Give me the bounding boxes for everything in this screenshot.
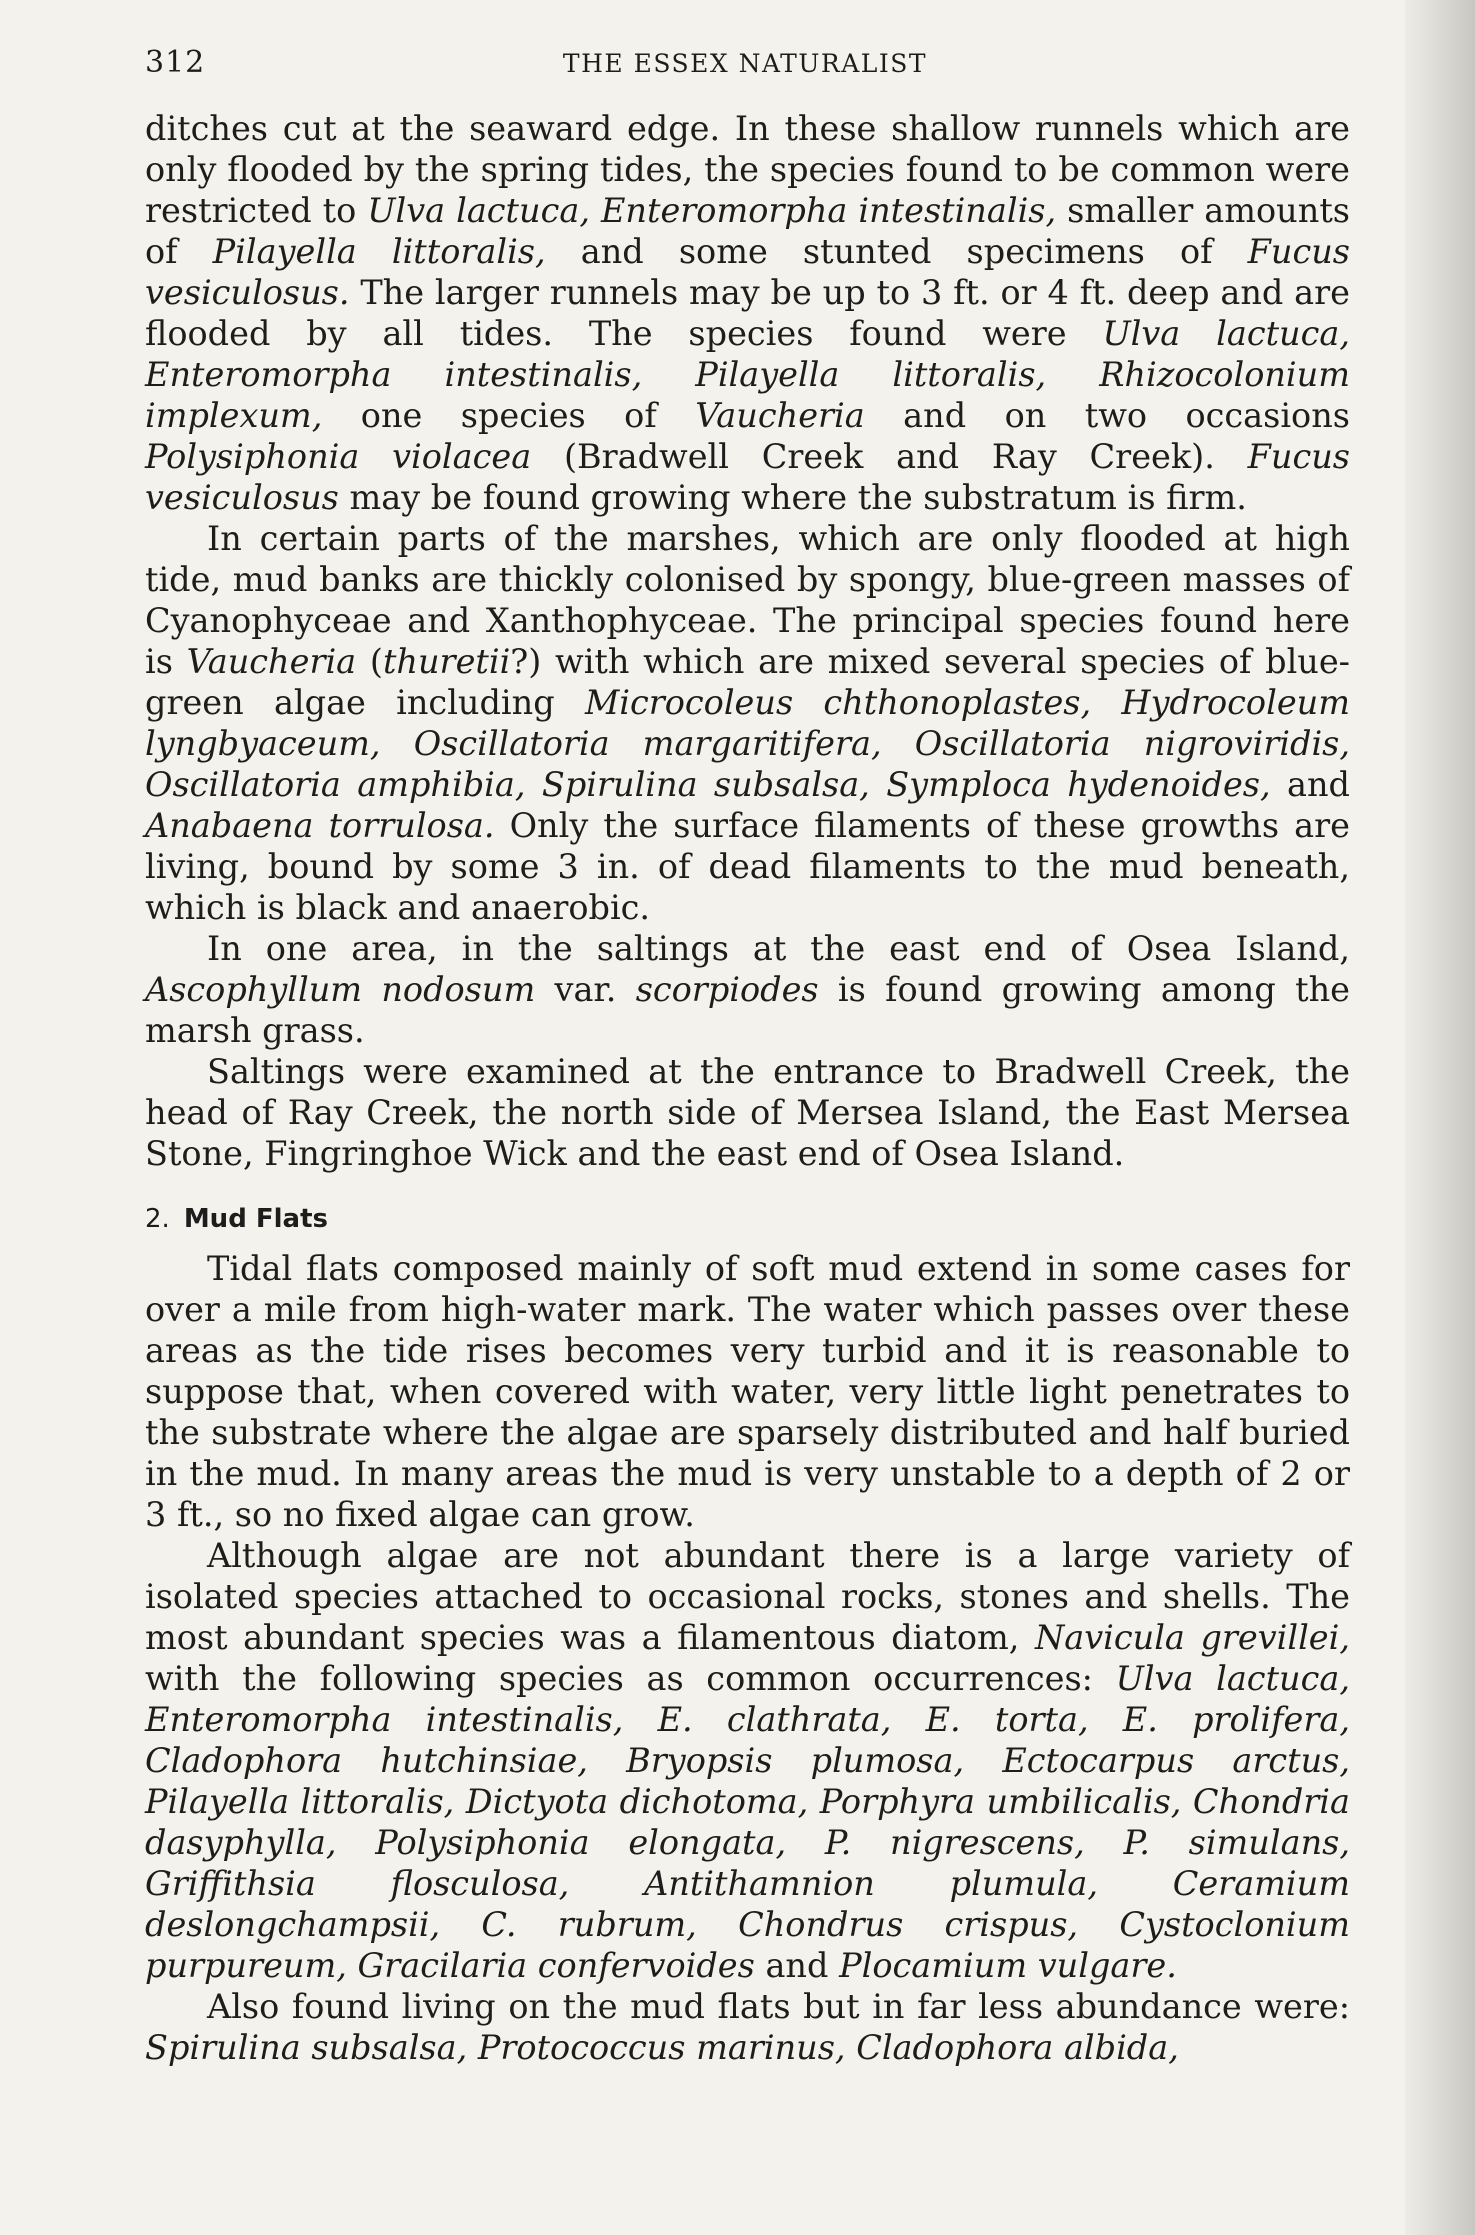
- species-name: Vaucheria: [695, 396, 865, 435]
- species-name: Anabaena torrulosa.: [145, 806, 495, 845]
- text-run: Although algae are not abundant there is a large variety of isolated species attached to occasional rocks, stones and shells. The most abundant species was a filamentous diatom,: [145, 1536, 1350, 1657]
- species-name: Ulva lactuca, Enteromorpha intestinalis, Pilayella littoralis, Rhizocolonium implexum,: [145, 314, 1350, 435]
- page-edge-shadow: [1405, 0, 1475, 2235]
- species-name: Navicula grevillei,: [1034, 1618, 1350, 1657]
- species-name: Polysiphonia violacea: [145, 437, 532, 476]
- body-text: [145, 108, 1350, 2068]
- species-name: Ascophyllum nodosum: [145, 970, 536, 1009]
- text-run: and: [1270, 765, 1350, 804]
- text-run: The larger runnels may be up to 3 ft. or 4 ft. deep and are flooded by all tides. The species found were: [145, 273, 1350, 353]
- paragraph-marsh-mud-banks: [145, 518, 1350, 928]
- text-run: Saltings were examined at the entrance to Bradwell Creek, the head of Ray Creek, the north side of Mersea Island, the East Mersea Stone, Fingringhoe Wick and the east end of Osea Island.: [145, 1052, 1350, 1173]
- species-name: Plocamium vulgare.: [839, 1946, 1177, 1985]
- page-number: 312: [145, 45, 206, 80]
- text-run: (: [356, 642, 383, 681]
- text-run: with the following species as common occurrences:: [145, 1659, 1116, 1698]
- species-name: Pilayella littoralis,: [212, 232, 546, 271]
- running-head: [145, 45, 1345, 85]
- journal-title: THE ESSEX NATURALIST: [562, 49, 928, 78]
- text-run: Tidal flats composed mainly of soft mud extend in some cases for over a mile from high-water mark. The water which passes over these areas as the tide rises becomes very turbid and it is reasonable to suppose that, when covered with water, very little light penetrates to the substrate where the algae are sparsely distributed and half buried in the mud. In many areas the mud is very unstable to a depth of 2 or 3 ft., so no fixed algae can grow.: [145, 1249, 1350, 1534]
- section-title: Mud Flats: [183, 1204, 328, 1234]
- species-name: thuretii: [382, 642, 511, 681]
- paragraph-osea-island: [145, 928, 1350, 1051]
- text-run: Only the surface filaments of these growths are living, bound by some 3 in. of dead filaments to the mud beneath, which is black and anaerobic.: [145, 806, 1350, 927]
- paragraph-tidal-flats: [145, 1248, 1350, 1535]
- text-run: is found growing among the marsh grass.: [145, 970, 1350, 1050]
- text-run: ?) with which are mixed several species of blue-green algae including: [145, 642, 1351, 722]
- text-run: smaller amounts of: [145, 191, 1350, 271]
- text-run: Also found living on the mud flats but in far less abundance were:: [207, 1987, 1350, 2026]
- text-run: and on two occasions: [864, 396, 1350, 435]
- text-run: (Bradwell Creek and Ray Creek).: [531, 437, 1248, 476]
- text-run: and: [754, 1946, 840, 1985]
- text-run: one species of: [322, 396, 696, 435]
- species-name: Ulva lactuca, Enteromorpha intestinalis, E. clathrata, E. torta, E. prolifera, Cladophora hutchinsiae, Bryopsis plumosa, Ectocarpus arctus, Pilayella littoralis, Dictyota dichotoma, Porphyra umbilicalis, Chondria dasyphylla, Polysiphonia elongata, P. nigrescens, P. simulans, Griffithsia flosculosa, Antithamnion plumula, Ceramium deslongchampsii, C. rubrum, Chondrus crispus, Cystoclonium purpureum, Gracilaria confervoides: [145, 1659, 1350, 1985]
- species-name: Ulva lactuca, Enteromorpha intestinalis,: [367, 191, 1057, 230]
- text-run: In one area, in the saltings at the east end of Osea Island,: [207, 929, 1350, 968]
- species-name: Vaucheria: [186, 642, 357, 681]
- section-number: 2.: [145, 1204, 170, 1234]
- species-name: Spirulina subsalsa, Protococcus marinus, Cladophora albida,: [145, 2028, 1179, 2067]
- section-heading-mud-flats: [145, 1206, 1350, 1232]
- paragraph-saltings-runnels: [145, 108, 1350, 518]
- text-run: ditches cut at the seaward edge. In these shallow runnels which are only flooded by the spring tides, the species found to be common were restricted to: [145, 109, 1350, 230]
- paragraph-less-abundant: [145, 1986, 1350, 2068]
- species-name: Microcoleus chthonoplastes, Hydrocoleum lyngbyaceum, Oscillatoria margaritifera, Oscillatoria nigroviridis, Oscillatoria amphibia, Spirulina subsalsa, Symploca hydenoides,: [145, 683, 1350, 804]
- species-name: Fucus vesiculosus: [145, 437, 1350, 517]
- text-run: var.: [535, 970, 636, 1009]
- paragraph-saltings-examined: [145, 1051, 1350, 1174]
- text-run: In certain parts of the marshes, which are only flooded at high tide, mud banks are thickly colonised by spongy, blue-green masses of Cyanophyceae and Xanthophyceae. The principal species found here is: [145, 519, 1350, 681]
- paragraph-algae-species: [145, 1535, 1350, 1986]
- text-run: may be found growing where the substratum is firm.: [338, 478, 1247, 517]
- text-run: and some stunted specimens of: [545, 232, 1248, 271]
- species-name: Fucus vesiculosus.: [145, 232, 1350, 312]
- species-name: scorpiodes: [635, 970, 819, 1009]
